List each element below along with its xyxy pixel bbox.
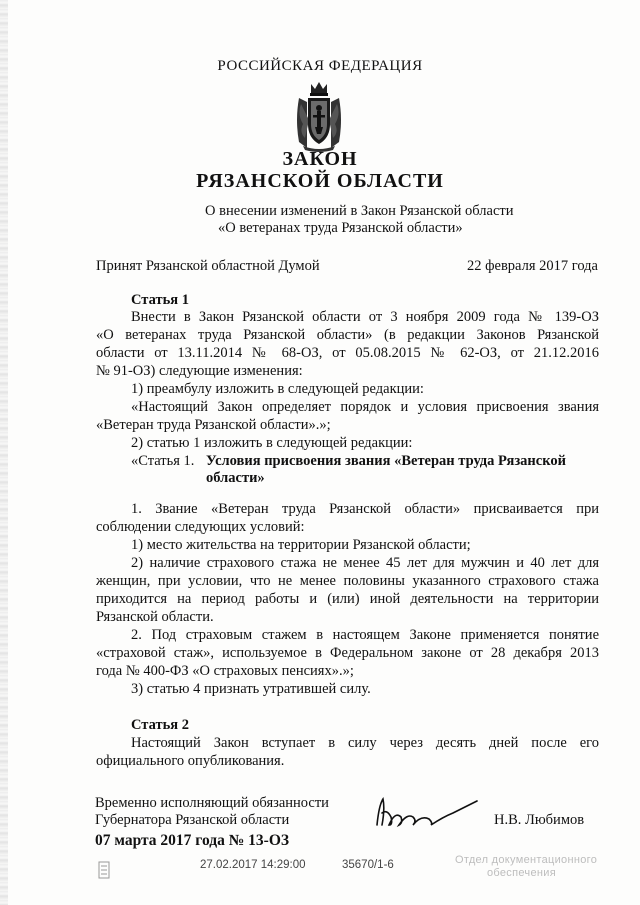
country-header: РОССИЙСКАЯ ФЕДЕРАЦИЯ <box>217 58 423 74</box>
new-article-prefix: «Статья 1. <box>131 453 195 469</box>
point1-line: 1. Звание «Ветеран труда Рязанской области» присваивается при <box>131 501 599 517</box>
law-date-number: 07 марта 2017 года № 13-ОЗ <box>95 832 290 849</box>
point2-line: «страховой стаж», используемое в Федеральном законе от 28 декабря 2013 <box>96 645 599 661</box>
new-article-title-line2: области» <box>206 470 265 486</box>
signatory-name: Н.В. Любимов <box>494 812 585 828</box>
faded-stamp-line1: Отдел документационного <box>455 854 598 866</box>
handwritten-signature-icon <box>373 795 483 831</box>
adoption-row <box>96 258 598 275</box>
condition-1: 1) место жительства на территории Рязанской области; <box>131 537 471 553</box>
article2-paragraph-line: официального опубликования. <box>96 753 285 769</box>
article1-paragraph-line: области от 13.11.2014 № 68-ОЗ, от 05.08.2015 № 62-ОЗ, от 21.12.2016 <box>96 345 599 361</box>
adopted-by: Принят Рязанской областной Думой <box>96 258 320 274</box>
point2-line: года № 400-ФЗ «О страховых пенсиях».»; <box>96 663 354 679</box>
article1-paragraph-line: Внести в Закон Рязанской области от 3 ноября 2009 года № 139-ОЗ <box>131 309 599 325</box>
preamble-quote-line: «Ветеран труда Рязанской области».»; <box>96 417 331 433</box>
amendment-item-3: 3) статью 4 признать утратившей силу. <box>131 681 371 697</box>
condition-2-line: приходится на период работы и (или) иной деятельности на территории <box>96 591 599 607</box>
point1-line: соблюдении следующих условий: <box>96 519 305 535</box>
preamble-quote-line: «Настоящий Закон определяет порядок и условия присвоения звания <box>131 399 599 415</box>
condition-2-line: женщин, при условии, что не менее половины указанного страхового стажа <box>96 573 599 589</box>
new-article-title-line1: Условия присвоения звания «Ветеран труда Рязанской <box>206 453 566 469</box>
registry-mark-icon <box>97 860 111 880</box>
coat-of-arms-icon <box>293 80 345 152</box>
amendment-item-1: 1) преамбулу изложить в следующей редакции: <box>131 381 424 397</box>
law-region-title: РЯЗАНСКОЙ ОБЛАСТИ <box>196 170 444 192</box>
article1-heading: Статья 1 <box>131 292 189 308</box>
article2-heading: Статья 2 <box>131 717 189 733</box>
condition-2-line: 2) наличие страхового стажа не менее 45 лет для мужчин и 40 лет для <box>131 555 599 571</box>
law-subject-line1: О внесении изменений в Закон Рязанской области <box>205 203 514 219</box>
article2-paragraph-line: Настоящий Закон вступает в силу через десять дней после его <box>131 735 599 751</box>
article1-paragraph-line: № 91-ОЗ) следующие изменения: <box>96 363 303 379</box>
amendment-item-2: 2) статью 1 изложить в следующей редакции: <box>131 435 413 451</box>
signatory-position-line2: Губернатора Рязанской области <box>95 812 290 828</box>
condition-2-line: Рязанской области. <box>96 609 214 625</box>
law-subject-line2: «О ветеранах труда Рязанской области» <box>218 220 463 236</box>
registration-number: 35670/1-6 <box>342 859 394 871</box>
scan-edge <box>0 0 8 905</box>
law-title: ЗАКОН <box>282 148 358 170</box>
faded-stamp-line2: обеспечения <box>487 867 556 879</box>
point2-line: 2. Под страховым стажем в настоящем Законе применяется понятие <box>131 627 599 643</box>
registration-timestamp: 27.02.2017 14:29:00 <box>200 859 306 871</box>
article1-paragraph-line: «О ветеранах труда Рязанской области» (в редакции Законов Рязанской <box>96 327 599 343</box>
adopted-date: 22 февраля 2017 года <box>466 258 598 274</box>
signatory-position-line1: Временно исполняющий обязанности <box>95 795 329 811</box>
